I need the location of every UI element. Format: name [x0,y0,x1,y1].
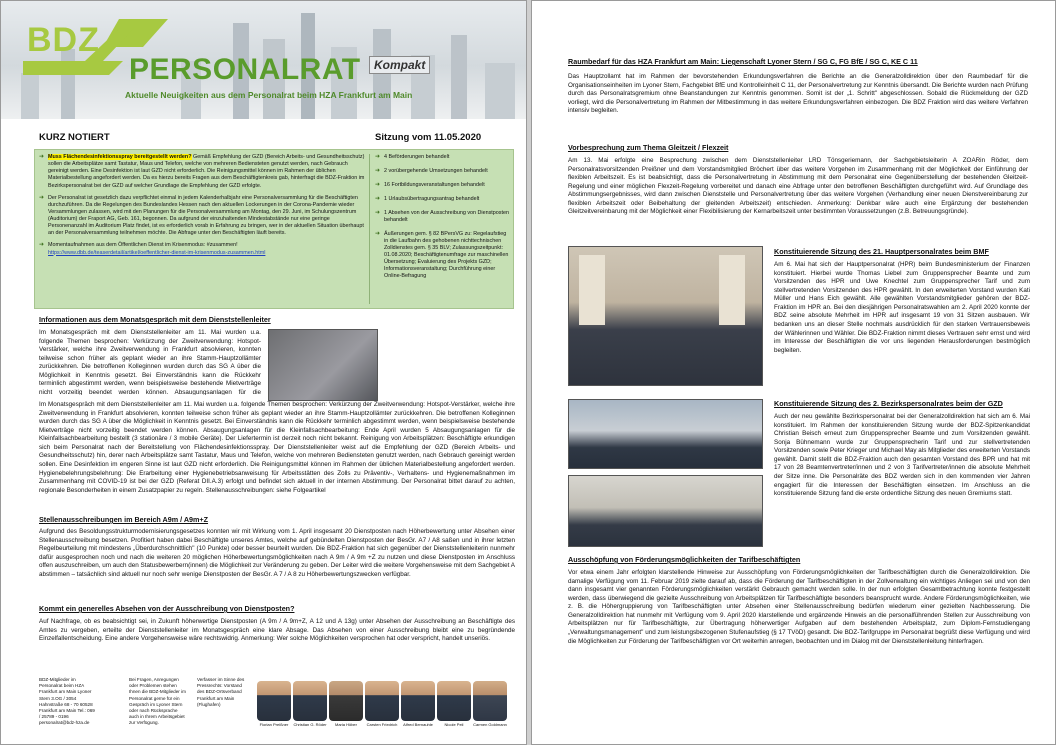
hygiene-photo [268,329,378,401]
kn-item-personalversammlung [39,195,365,238]
kn-item-krisenmodus [39,242,365,256]
avatar [329,681,363,721]
kn-stat: ➜ 2 vorübergehende Umsetzungen behandelt [375,168,511,175]
p2-s5-text: Vor etwa einem Jahr erfolgten klarstellende Hinweise zur Ausschöpfung von Förderungsmöglichkeiten der Tarifbeschäftigten durch die Generalzolldirektion. Die damalige Verfügung vom 11. Februar 2019 zielte darauf ab, dass die Förderung der Tarifbeschäftigten in der Zollverwaltung ein wichtiges Anliegen sei und von den dann insgesamt vier genannten Förderungsmöglichkeiten verstärkt Gebrauch gemacht werden solle. In der nun erfolgten Gesamtbetrachtung konnte festgestellt werden, dass überwiegend die gezielte Ausschreibung von Arbeitsplätzen für Tarifbeschäftigte besonders beansprucht wurde. Andere Förderungsmöglichkeiten, wie z. B. die Höhergruppierung von Tarifbeschäftigten unter Absehen einer Stellenausschreibung bedürfen wiederum einer gezielten Nachbesserung. Die Generalzolldirektion hat nunmehr mit Verfügung vom 9. April 2020 klarstellende und ergänzende Hinweis an die personalführenden Stellen zur Ausschreibung von Arbeitsplätzen nur für Tarifbeschäftigte, zur Übertragung höherwertiger Aufgaben auf dem bestehenden Arbeitsplatz, zum Diplom-Fernstudiengang „Verwaltungsmanagement" und zum leistungsbezogenen Stufenaufstieg (§ 17 TVöD) gesandt. Die BDZ-Tarifgruppe im Personalrat begrüßt diese Verfügung und wird die Möglichkeiten zur Förderung der Tarifbeschäftigten vor Ort weiterhin anregen, beobachten und im Dialog mit der Dienststellenleitung hinterfragen. [568,569,1030,645]
avatar [257,681,291,721]
p2-s5-heading: Ausschöpfung von Förderungsmöglichkeiten der Tarifbeschäftigten [568,555,801,564]
section1-text-continued: Im Monatsgespräch mit dem Dienststellenleiter am 11. Mai wurden u.a. folgende Themen besprochen: Verkürzung der Zweitverwendung: Hotspot-Verstärker, welche ihre Zweitverwendung in Frankfurt absolvieren, konnten teilweise schon früher als geplant wieder an ihre Stamm-Hauptzollämter zurückkehren. Die betroffenen Kolleginnen wurden durch das SG A über die Möglichkeit in Kenntnis gesetzt. Bei Einverständnis kann die Rückkehr terminlich abgestimmt werden, wenn beispielsweise bestehende Mietverträge nicht vorzeitig beendet werden können. Absaugungsanlagen für die Kleinfallsachbearbeitung: Ende April wurden 5 Absaugungsanlagen für die Kleinfallsachbearbeitung bestellt (3 stationäre / 3 mobile Geräte). Der Liefertermin ist derzeit noch nicht bekannt. Reinigung von Arbeitsplätzen: Beschäftigte erkundigen sich beim Personalrat nach der Bereitstellung von Flächendesinfektionsspray. Der Dienststellenleiter weist auf die Empfehlung der GZD (Bereich Arbeits- und Gesundheitsschutz) hin, derer nach Arbeitsplätze samt Tastatur, Maus und Telefon, welche von mehreren Bediensteten genutzt werden, nach Gebrauch gereinigt werden sollen. Eine Desinfektion im engeren Sinne ist laut GZD nicht erforderlich. Die Reinigungsmittel können im Rahmen der üblichen Materialbestellung angefordert werden. Hygienebelehrungsbelehrung: Die Erarbeitung einer Hygienebetriebsanweisung für Arbeitsstätten des Zolls zu Präventiv-, Verhaltens- und Hygienemaßnahmen im Zusammenhang mit COVID-19 ist bei der GZD (Referat DII.A.3) erfolgt und befindet sich aktuell in der internen Abstimmung. Der Personalrat bittet darauf zu achten, regionale Besonderheiten in einem Zusatzpapier zu regeln. Stellenausschreibungen: siehe Folgeartikel [39,401,515,494]
p2-s3-text: Am 6. Mai hat sich der Hauptpersonalrat (HPR) beim Bundesministerium der Finanzen konstituiert. Hierbei wurde Thomas Liebel zum Gruppensprecher Beamte und zum Vorsitzenden des HPR und Uwe Knechtel zum Gruppensprecher Tarif und zum stellvertretenden Vorsitzenden des HPR gewählt. In den erweiterten Vorstand wurden Kati Müller und Hans Eich gewählt. Alle gewählten Vorstandsmitglieder gehören der BDZ-Fraktion im HPR an. Bei den diesjährigen Personalratswahlen am 2. April 2020 konnte der BDZ seine absolute Mehrheit im HPR auf insgesamt 19 von 31 Sitzen ausbauen. Wir bedanken uns an dieser Stelle nochmals ausdrücklich für den starken Vertrauensbeweis der Wählerinnen und Wähler. Die BDZ-Fraktion nimmt dieses Vertrauen sehr ernst und wird im Interesse der Beschäftigten die vor uns liegenden Herausforderungen bestmöglich begleiten. [774,261,1030,354]
p2-s2-text: Am 13. Mai erfolgte eine Besprechung zwischen dem Dienststellenleiter LRD Tönsgeriemann, der Sachgebietsleiterin A ZOARin Röder, dem Personalratsvorsitzenden Preißner und dem Vorstandsmitglied Bröchert über das weitere Vorgehen im Zusammenhang mit der Möglichkeit der Einführung der flexiblen Arbeitszeit. Es ist beabsichtigt, dass die Personalvertretung in Abstimmung mit dem Personalrat eine Gegenüberstellung der bestehenden Gleitzeit-Regelung und einer möglichen Flexzeit-Regelung vorbereitet und danach eine Abfrage unter den betroffenen Beschäftigten durchgeführt wird. Auf Grundlage des Abstimmungsergebnisses, wird dann zwischen Dienststelle und Personalvertretung über das weitere Vorgehen (Verhandlung einer neuen Dienstvereinbarung zur flexiblen Arbeitszeit oder Beibehaltung der gleitenden Arbeitszeit) entschieden. Anmerkung: Denkbar wäre auch eine Ergänzung der bestehenden Gleitzeitvereinbarung mit der Möglichkeit einer Flexibilisierung der Kernarbeitszeit unter bestimmten Voraussetzungen (z.B. Betreuungsgründe). [568,157,1028,216]
bpr-group-photo-2 [568,475,763,547]
kurz-notiert-heading: KURZ NOTIERT [39,132,110,143]
skyline-building [373,29,391,119]
p2-s1-text: Das Hauptzollamt hat im Rahmen der bevorstehenden Erkundungsverfahren die Berichte an die Generalzolldirektion über den Raumbedarf für die Organisationseinheiten im Lyoner Stern, Fachgebiet BfE und Kontrolleinheit C 11, der Personalvertretung zur Kenntnis übersandt. Die Berichte wurden nach Prüfung durch das Personalratsgremium ohne Beanstandungen zur Kenntnis genommen. Somit ist der „1. Schritt" abgeschlossen. Sobald die Rückmeldung der GZD vorliegt, wird die Personalvertretung im Rahmen der Mitbestimmung in das weitere Erkundungsverfahren einbezogen. Die BDZ Fraktion wird das weitere Verfahren intensiv begleiten. [568,73,1028,115]
kn-item-highlight: Muss Flächendesinfektionsspray bereitgestellt werden? [48,154,192,160]
avatar-name: Florian Preißner [259,722,289,727]
kn-item-text: Der Personalrat ist gesetzlich dazu verpflichtet einmal in jedem Kalenderhalbjahr eine Personalversammlung für die Beschäftigten durchzuführen. Da die Regelungen des Bundeslandes Hessen nach den aktuellen Lockerungen in der Corona-Pandemie wieder Versammlungen zulassen, wird mit den Planungen für die Personalversammlung am Montag, den 29. Juni, im Schulungszentrum (Auditorium) der Fraport AG, Geb. 161, begonnen. Da aufgrund der einzuhaltenden Mindestabstände nur eine geringe Personenanzahl im Auditorium Platz findet, ist es erforderlich vorab in Erfahrung zu bringen, wer in der aktuellen Situation überhaupt an der Personalversammlung teilnehmen möchte. Die Abfrage unter den Beschäftigten läuft bereits. [48,194,364,237]
avatar-name: Nicole Peil [444,722,464,727]
kn-divider [369,154,370,304]
avatar [365,681,399,721]
header-banner [1,1,527,119]
kurz-notiert-right [375,154,511,287]
kn-stat: ➜ 4 Beförderungen behandelt [375,154,511,161]
kn-stat: ➜ 1 Absehen von der Ausschreibung von Dienstposten behandelt [375,210,511,224]
p2-s2-heading: Vorbesprechung zum Thema Gleitzeit / Flexzeit [568,143,729,152]
kn-stat: ➜ Äußerungen gem. § 82 BPersVG zu: Regelaufstieg in die Laufbahn des gehobenen nichttechnischen Zolldienstes gem. § 35 BLV; Zulassungszeitpunkt: 01.08.2020; Beschäftigtenumfrage zur maschinellen Übersetzung; Evaluierung des Projekts GZD; Informationsveranstaltung; Durchführung einer Online-Befragung [375,231,511,280]
page-1 [0,0,527,745]
logo-text: BDZ [27,21,100,59]
skyline-building [451,35,467,119]
p2-s3-heading: Konstituierende Sitzung des 21. Hauptpersonalrates beim BMF [774,247,989,256]
section1-text-wide [39,401,515,511]
hpr-group-photo [568,246,763,386]
kompakt-badge: Kompakt [369,56,430,74]
footer-contact: BDZ-Mitglieder im Personalrat beim HZA Frankfurt am Main Lyoner Stern 3.OG / 3054 Hahnstraße 68 - 70 60528 Frankfurt am Main Tel.: 069 / 25789 - 0196 personalrat@bdz-hza.de [39,677,95,726]
section2-text: Aufgrund des Besoldungsstrukturmodernisierungsgesetzes konnten wir mit Wirkung vom 1. April insgesamt 20 Dienstposten nach Höherbewertung unter Absehen einer Stellenausschreibung besetzen. Profitiert haben dabei Beschäftigte unseres Amtes, welche auf gebündelten Dienstposten der BesGr. A7 / A8 saßen und in ihrer letzten Regelbeurteilung mit mindestens „Überdurchschnittlich" (10 Punkte) oder besser beurteilt wurden. Die BDZ-Fraktion hat sich gegenüber der Dienststellenleiterin nunmehr dafür ausgesprochen noch und nach die weiteren 20 möglichen Höherbewertungsmöglichkeiten nach A 9m / A 9m +Z zu nutzen und diese Dienstposten im Anschluss offen auszuschreiben, um auch den Statusbewerbern(innen) die Möglichkeit zur Veränderung zu geben. Der Leiter wird die weitere Vorgehensweise mit dem Sachgebiet A abstimmen – tatsächlich sind aktuell nur noch sehr wenige Dienstposten der BesGr. A 7 / A 8 zu Höherbewertungszwecken verfügbar. [39,528,515,578]
kn-stat: ➜ 16 Fortbildungsveranstaltungen behandelt [375,182,511,189]
bpr-group-photo-1 [568,399,763,469]
section1-text-narrow: Im Monatsgespräch mit dem Dienststellenleiter am 11. Mai wurden u.a. folgende Themen besprochen: Verkürzung der Zweitverwendung: Hotspot-Verstärker, welche ihre Zweitverwendung in Frankfurt absolvieren, konnten teilweise schon früher als geplant wieder an ihre Stamm-Hauptzollämter zurückkehren. Die betroffenen Kolleginnen wurden durch das SG A über die Möglichkeit in Kenntnis gesetzt. Bei Einverständnis kann die Rückkehr terminlich abgestimmt werden, wenn beispielsweise bestehende Mietverträge nicht vorzeitig beendet werden können. Absaugungsanlagen für die [39,329,261,395]
krisenmodus-link[interactable]: https://www.dbb.de/teaserdetail/artikel/oeffentlicher-dienst-im-krisenmodus-zusammen.html [48,249,266,256]
kn-item-disinfection [39,154,365,190]
avatar-name: Maria Höber [334,722,357,727]
newsletter-title: PERSONALRAT [129,53,361,86]
footer-info: Bei Fragen, Anregungen oder Problemen stehen Ihnen die BDZ-Mitglieder im Personalrat gerne für ein Gespräch im Lyoner Stern oder nach Rücksprache auch in Ihrem Arbeitsgebiet zur Verfügung. [129,677,186,726]
avatar-name: Carmen Goldmann [473,722,507,727]
avatar-name: Alfred Bernauhle [403,722,433,727]
avatar-name: Christian G. Röder [293,722,327,727]
p2-s4-text: Auch der neu gewählte Bezirkspersonalrat bei der Generalzolldirektion hat sich am 6. Mai konstituiert. Im Rahmen der konstituierenden Sitzung wurde der BDZ-Spitzenkandidat Christian Beisch erneut zum Gruppensprecher Beamte und zum Vorsitzenden gewählt. Sonja Bühnemann wurde zur Gruppensprecherin Tarif und zur stellvertretenden Vorsitzenden sowie Peter Krieger und Michael May als Mitglieder des erweiterten Vorstands gewählt. Damit stellt die BDZ-Fraktion auch den gesamten Vorstand des BPR und hat mit 17 von 28 Beamtenvertreter/innen und 2 von 3 Tarifvertreter/innen die absolute Mehrheit der Sitze inne. Die Personalräte des BDZ werden sich in den kommenden vier Jahren engagiert für die Interessen der Beschäftigten einsetzen. Im Anschluss an die konstituierende Sitzung fand die erste ordentliche Sitzung des neuen Gremiums statt. [774,413,1030,498]
footer-author: Verfasser im Sinne des Pressrechts: Vorstand des BDZ-Ortsverband Frankfurt am Main (Flughafen) [197,677,245,707]
skyline-building [485,63,515,119]
section1-heading: Informationen aus dem Monatsgespräch mit dem Dienststellenleiter [39,315,271,324]
kn-item-text: Momentaufnahmen aus dem Öffentlichen Dienst im Krisenmodus: #zusammen! [48,242,238,249]
page-2 [531,0,1056,745]
kurz-notiert-box [34,149,514,309]
p2-s1-heading: Raumbedarf für das HZA Frankfurt am Main: Liegenschaft Lyoner Stern / SG C, FG BfE / SG C, KE C 11 [568,57,918,66]
avatar-name: Carsten Friedrich [366,722,398,727]
kn-stat: ➜ 1 Urlaubsübertragungsantrag behandelt [375,196,511,203]
tagline: Aktuelle Neuigkeiten aus dem Personalrat beim HZA Frankfurt am Main [125,90,413,100]
kurz-notiert-left [39,154,365,262]
avatar [293,681,327,721]
kn-item-text: Gemäß Empfehlung der GZD (Bereich Arbeits- und Gesundheitsschutz) sollen die Arbeitsplätze samt Tastatur, Maus und Telefon, welche von mehreren Bediensteten genutzt werden, nach Gebrauch gereinigt werden. Eine Desinfektion ist laut GZD nicht erforderlich. Die Reinigungsmittel können im Rahmen der üblichen Materialbestellung angefordert werden. Da es hierzu bereits Fragen aus dem Beschäftigtenkreis gab, hinterfragt die BDZ-Fraktion im Bezirkspersonalrat bei der GZD auf welcher Grundlage die Empfehlung der GZD erfolgte. [48,154,365,189]
section2-heading: Stellenausschreibungen im Bereich A9m / A9m+Z [39,515,209,524]
session-date: Sitzung vom 11.05.2020 [375,132,482,143]
skyline-building [21,73,39,119]
p2-s4-heading: Konstituierende Sitzung des 2. Bezirkspersonalrates beim der GZD [774,399,1003,408]
avatar [401,681,435,721]
avatar [473,681,507,721]
section3-heading: Kommt ein generelles Absehen von der Ausschreibung von Dienstposten? [39,604,295,613]
avatar [437,681,471,721]
section3-text: Auf Nachfrage, ob es beabsichtigt sei, in Zukunft höherwertige Dienstposten (A 9m / A 9m+Z, A 12 und A 13g) unter Absehen der Ausschreibung an Beschäftigte des Amtes zu vergeben, erteilte der Dienststellenleiter im Monatsgespräch eine klare Absage. Das Absehen von einer Ausschreibung bleibt eine zu begründende Einzelfallentscheidung. Eine andere Vorgehensweise wäre rechtswidrig. Anmerkung: Wer solche Möglichkeiten versprochen hat oder verspricht, handelt unseriös. [39,618,515,643]
